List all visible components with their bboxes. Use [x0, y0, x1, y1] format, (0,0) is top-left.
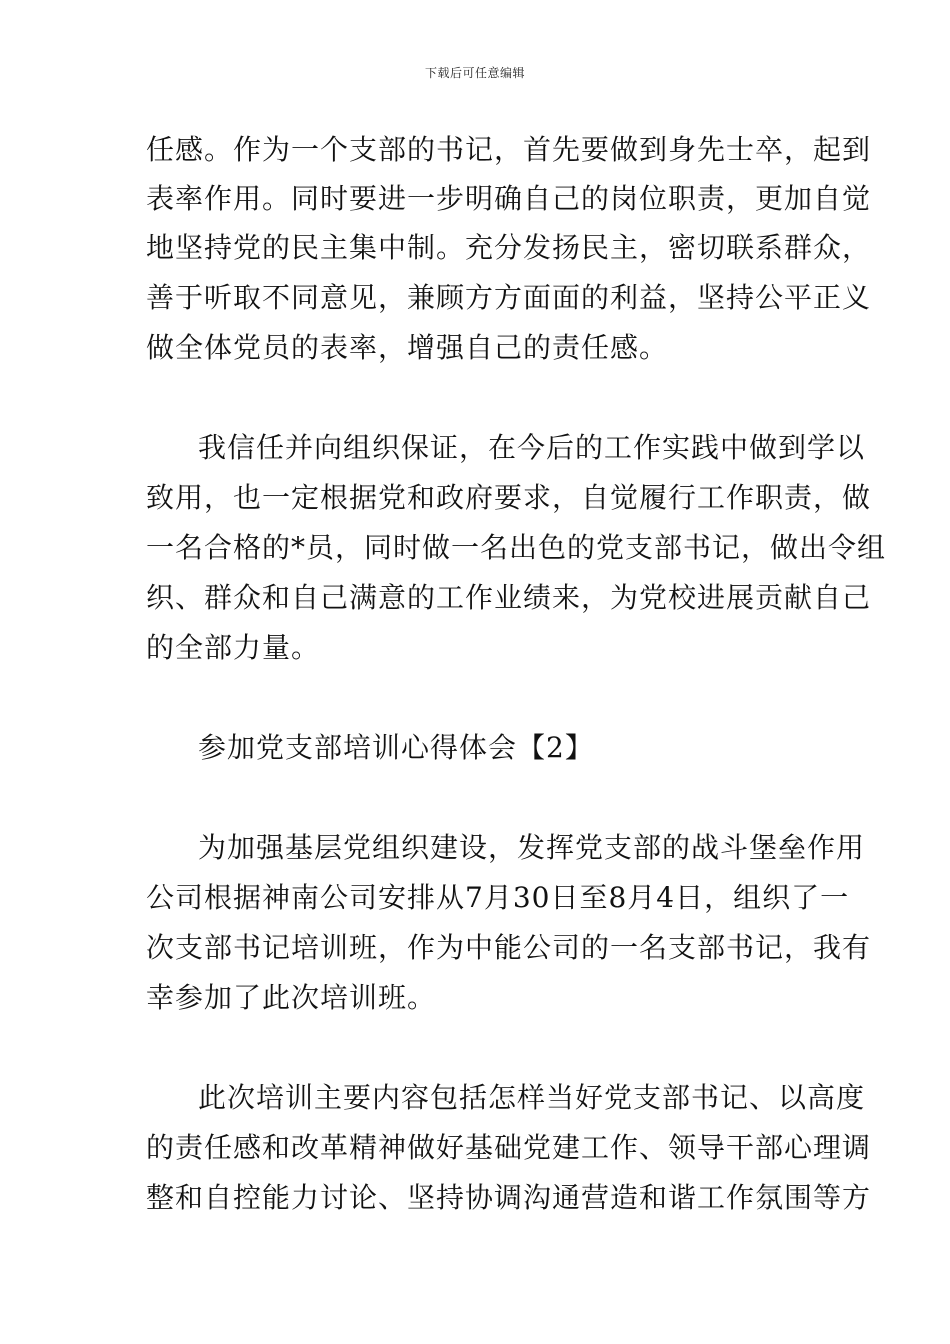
- text-line: 织、群众和自己满意的工作业绩来，为党校进展贡献自己: [146, 581, 872, 614]
- text-line: 的全部力量。: [146, 631, 321, 664]
- text-line: 善于听取不同意见，兼顾方方面面的利益，坚持公平正义: [146, 281, 872, 314]
- text-line: 表率作用。同时要进一步明确自己的岗位职责，更加自觉: [146, 182, 872, 215]
- text-line: 致用，也一定根据党和政府要求，自觉履行工作职责，做: [146, 481, 872, 514]
- text-line: 公司根据神南公司安排从7月30日至8月4日，组织了一: [146, 881, 850, 914]
- text-line: 任感。作为一个支部的书记，首先要做到身先士卒，起到: [146, 133, 872, 166]
- text-line: 整和自控能力讨论、坚持协调沟通营造和谐工作氛围等方: [146, 1181, 872, 1214]
- text-line: 做全体党员的表率，增强自己的责任感。: [146, 331, 669, 364]
- text-line: 为加强基层党组织建设，发挥党支部的战斗堡垒作用: [198, 831, 866, 864]
- text-line: 一名合格的*员，同时做一名出色的党支部书记，做出令组: [146, 531, 887, 564]
- text-line: 的责任感和改革精神做好基础党建工作、领导干部心理调: [146, 1131, 872, 1164]
- section-heading: 参加党支部培训心得体会【2】: [198, 731, 594, 764]
- text-line: 地坚持党的民主集中制。充分发扬民主，密切联系群众，: [146, 231, 872, 264]
- page-header: 下载后可任意编辑: [424, 66, 525, 80]
- text-line: 我信任并向组织保证，在今后的工作实践中做到学以: [198, 431, 866, 464]
- text-line: 幸参加了此次培训班。: [146, 981, 437, 1014]
- text-line: 此次培训主要内容包括怎样当好党支部书记、以高度: [198, 1081, 866, 1114]
- text-line: 次支部书记培训班，作为中能公司的一名支部书记，我有: [146, 931, 872, 964]
